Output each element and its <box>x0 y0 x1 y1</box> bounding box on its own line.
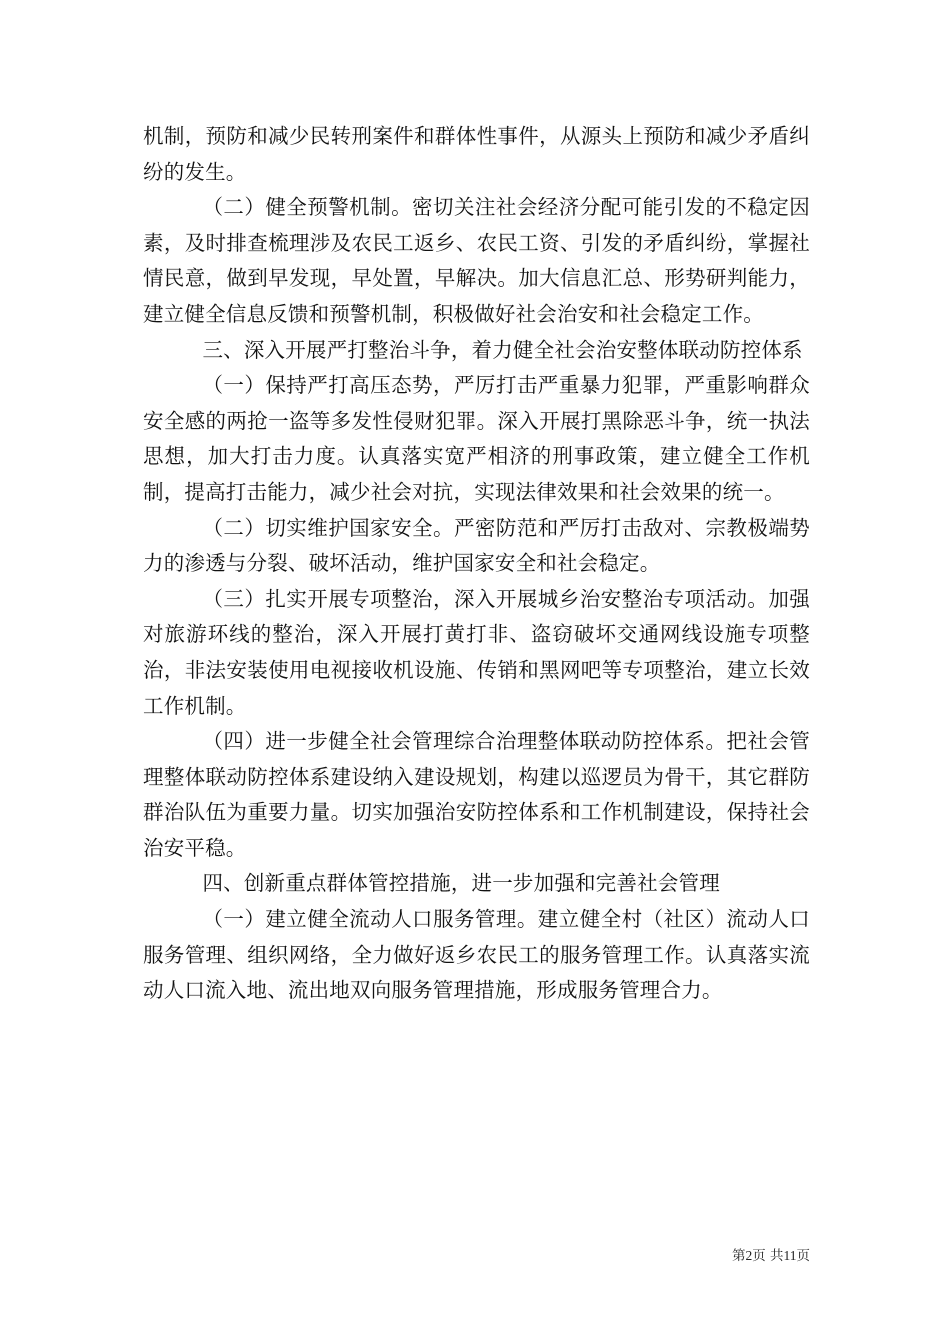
paragraph-3-4-prevention: （四）进一步健全社会管理综合治理整体联动防控体系。把社会管理整体联动防控体系建设纳入建设规划，构建以巡逻员为骨干，其它群防群治队伍为重要力量。切实加强治安防控体系和工作机制建设，保持社会治安平稳。 <box>143 729 810 860</box>
footer-prefix: 第 <box>731 1248 746 1264</box>
footer-suffix: 页 <box>796 1248 810 1264</box>
paragraph-3-3-special: （三）扎实开展专项整治，深入开展城乡治安整治专项活动。加强对旅游环线的整治，深入开展打黄打非、盗窃破坏交通网线设施专项整治，非法安装使用电视接收机设施、传销和黑网吧等专项整治，建立长效工作机制。 <box>143 586 810 718</box>
footer-total-pages: 11 <box>783 1248 797 1263</box>
paragraph-2-early-warning: （二）健全预警机制。密切关注社会经济分配可能引发的不稳定因素，及时排查梳理涉及农民工返乡、农民工资、引发的矛盾纠纷，掌握社情民意，做到早发现，早处置，早解决。加大信息汇总、形势研判能力，建立健全信息反馈和预警机制，积极做好社会治安和社会稳定工作。 <box>143 195 810 326</box>
section-heading-4: 四、创新重点群体管控措施，进一步加强和完善社会管理 <box>202 871 720 896</box>
footer-current-page: 2 <box>745 1248 753 1263</box>
section-heading-3: 三、深入开展严打整治斗争，着力健全社会治安整体联动防控体系 <box>202 337 803 362</box>
paragraph-3-1-strike: （一）保持严打高压态势，严厉打击严重暴力犯罪，严重影响群众安全感的两抢一盗等多发性侵财犯罪。深入开展打黑除恶斗争，统一执法思想，加大打击力度。认真落实宽严相济的刑事政策，建立健全工作机制，提高打击能力，减少社会对抗，实现法律效果和社会效果的统一。 <box>143 373 810 504</box>
paragraph-4-1-migrants: （一）建立健全流动人口服务管理。建立健全村（社区）流动人口服务管理、组织网络，全力做好返乡农民工的服务管理工作。认真落实流动人口流入地、流出地双向服务管理措施，形成服务管理合力。 <box>143 907 810 1003</box>
document-body <box>143 119 810 1009</box>
page-footer <box>700 1244 810 1264</box>
paragraph-3-2-security: （二）切实维护国家安全。严密防范和严厉打击敌对、宗教极端势力的渗透与分裂、破坏活动，维护国家安全和社会稳定。 <box>143 515 810 576</box>
footer-middle: 页 共 <box>752 1248 784 1264</box>
paragraph-continuation: 机制，预防和减少民转刑案件和群体性事件，从源头上预防和减少矛盾纠纷的发生。 <box>143 124 810 184</box>
